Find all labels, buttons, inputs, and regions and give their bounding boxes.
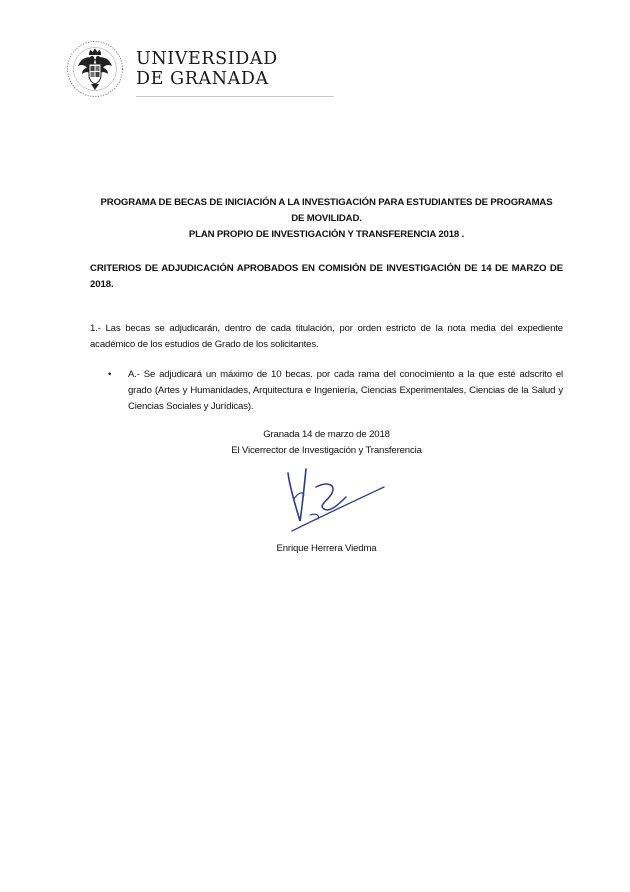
title-line-1: PROGRAMA DE BECAS DE INICIACIÓN A LA INVESTIGACIÓN PARA ESTUDIANTES DE PROGRAMAS [100, 197, 553, 208]
university-name [136, 49, 278, 89]
document-body [90, 195, 563, 557]
header-divider [136, 96, 334, 97]
list-item [90, 367, 563, 415]
document-title [90, 195, 563, 243]
paragraph-1: 1.- Las becas se adjudicarán, dentro de cada titulación, por orden estricto de la nota media del expediente académico de los estudios de Grado de los solicitantes. [90, 323, 563, 350]
closing-date: Granada 14 de marzo de 2018 [263, 429, 390, 440]
title-line-2: DE MOVILIDAD. [291, 213, 362, 224]
bullet-symbol: • [108, 369, 112, 380]
handwritten-signature-icon [280, 459, 390, 539]
university-name-line-2: DE GRANADA [136, 69, 269, 89]
closing-role: El Vicerrector de Investigación y Transferencia [231, 445, 422, 456]
signer-name: Enrique Herrera Viedma [276, 543, 377, 554]
document-header [66, 38, 278, 100]
university-seal-icon [66, 40, 124, 98]
title-line-3: PLAN PROPIO DE INVESTIGACIÓN Y TRANSFERENCIA 2018 . [188, 229, 465, 240]
university-name-line-1: UNIVERSIDAD [136, 49, 278, 69]
closing-block [90, 427, 563, 459]
bullet-text: A.- Se adjudicará un máximo de 10 becas. por cada rama del conocimiento a la que esté adscrito el grado (Artes y Humanidades, Arquitectura e Ingeniería, Ciencias Experimentales, Ciencias de la Salud y Ciencias Sociales y Jurídicas). [128, 369, 563, 412]
criteria-heading: CRITERIOS DE ADJUDICACIÓN APROBADOS EN COMISIÓN DE INVESTIGACIÓN DE 14 DE MARZO DE 2018. [90, 263, 563, 290]
